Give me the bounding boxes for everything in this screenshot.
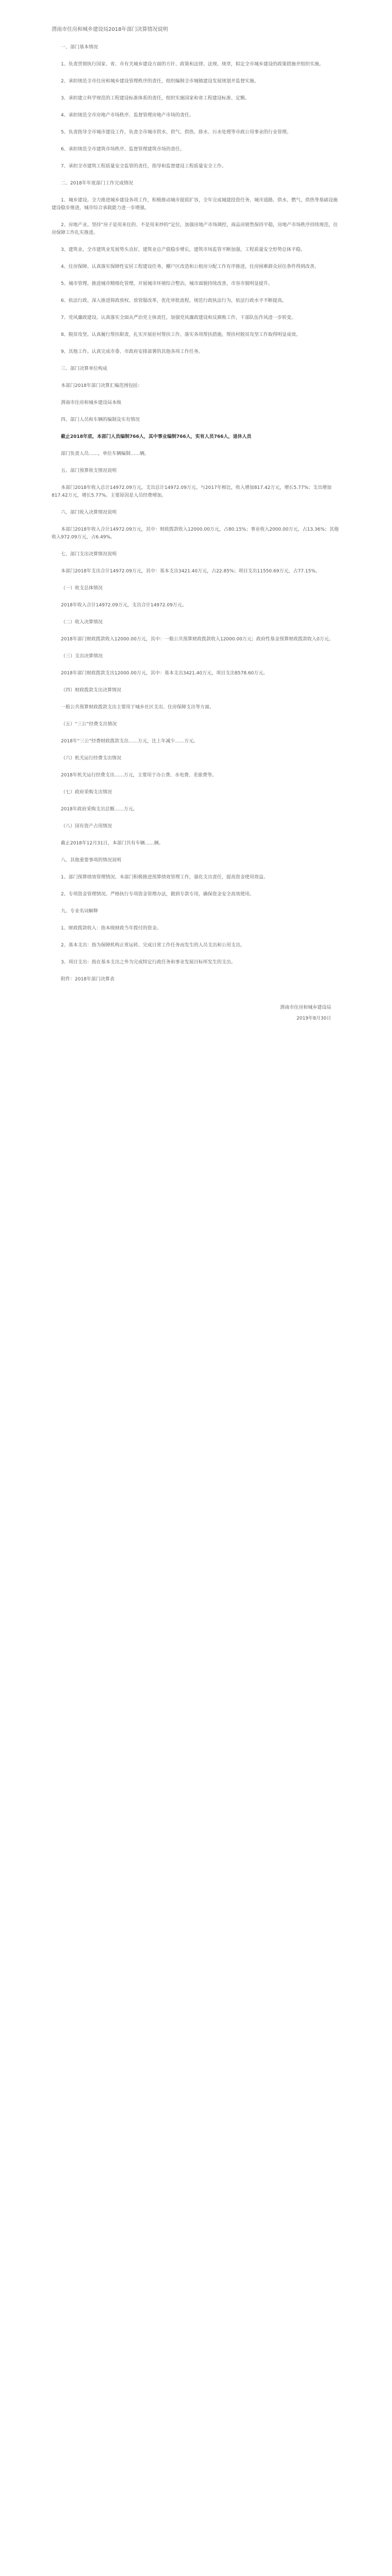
document-title: 渭南市住房和城乡建设局2018年部门决算情况说明 xyxy=(52,27,168,32)
paragraph: 本部门2018年收入合计14972.09万元，其中：财政拨款收入12000.00万元，占80.15%；事业收入2000.00万元，占13.36%；其他收入972.09万元，占6.49%。 xyxy=(52,527,339,540)
paragraph: 六、部门收入决算情况说明 xyxy=(61,510,117,515)
paragraph: 2018年机关运行经费支出……万元，主要用于办公费、水电费、差旅费等。 xyxy=(61,773,217,778)
paragraph: 2018年部门财政拨款支出12000.00万元，其中：基本支出3421.40万元，项目支出8578.60万元。 xyxy=(61,671,268,676)
signature-block xyxy=(52,1004,340,1023)
paragraph: （二）收入决算情况 xyxy=(61,620,103,625)
signature-org: 渭南市住房和城乡建设局 xyxy=(280,1005,331,1010)
paragraph: 3、承担建立科学规范的工程建设标准体系的责任，组织实施国家和省工程建设标准、定额。 xyxy=(61,96,250,101)
paragraph: 本部门2018年收入总计14972.09万元，支出总计14972.09万元。与2017年相比，收入增加817.42万元，增长5.77%；支出增加817.42万元，增长5.77%。主要原因是人员经费增加。 xyxy=(52,485,332,498)
paragraph: 8、脱贫攻坚。认真履行帮扶职责，扎实开展驻村帮扶工作，落实各项帮扶措施，帮扶村脱贫攻坚工作取得明显成效。 xyxy=(61,332,301,337)
paragraph: 1、城乡建设。全力推进城乡建设各项工作，积极推动城市提质扩容，全年完成城建投资任务，城市道路、供水、燃气、供热等基础设施建设稳步推进，城市综合承载能力进一步增强。 xyxy=(52,198,338,211)
paragraph: 截止2018年底，本部门人员编制766人，其中事业编制766人，实有人员766人，退休人员 xyxy=(61,434,252,439)
paragraph: 2、房地产业。坚持“房子是用来住的、不是用来炒的”定位，加强房地产市场调控，商品房销售保持平稳，房地产市场秩序持续规范，住房保障工作扎实推进。 xyxy=(52,223,338,235)
paragraph: 4、住房保障。认真落实保障性安居工程建设任务，棚户区改造和公租房分配工作有序推进，住房困难群众居住条件得到改善。 xyxy=(61,264,319,269)
paragraph: 三、部门决算单位构成 xyxy=(61,366,108,371)
paragraph: 七、部门支出决算情况说明 xyxy=(61,552,117,557)
paragraph: 2018年收入合计14972.09万元，支出合计14972.09万元。 xyxy=(61,603,187,608)
paragraph: （一）收支总体情况 xyxy=(61,586,103,591)
paragraph: 八、其他重要事项的情况说明 xyxy=(61,858,122,863)
paragraph: （七）政府采购支出情况 xyxy=(61,790,112,795)
paragraph: 一、部门基本情况 xyxy=(61,45,99,50)
signature-date: 2019年8月30日 xyxy=(296,1016,331,1021)
document-body xyxy=(52,26,340,1026)
paragraph: 部门负责人员……，单位车辆编制……辆。 xyxy=(61,451,150,456)
paragraph: 2018年“三公”经费财政拨款支出……万元，比上年减少……万元。 xyxy=(61,739,199,744)
paragraph: 2018年政府采购支出总额……万元。 xyxy=(61,807,138,812)
paragraph: 二、2018年年度部门工作完成情况 xyxy=(61,181,133,186)
paragraph: （六）机关运行经费支出情况 xyxy=(61,756,122,761)
paragraph: 四、部门人员和车辆的编制及实有情况 xyxy=(61,417,140,422)
paragraph: 附件：2018年部门决算表 xyxy=(61,977,115,982)
paragraph: 本部门2018年支出合计14972.09万元，其中：基本支出3421.40万元，占22.85%；项目支出11550.69万元，占77.15%。 xyxy=(61,569,320,574)
paragraph: 7、承担全市建筑工程质量安全监管的责任，指导和监督建设工程质量安全工作。 xyxy=(61,164,226,169)
paragraph: 6、承担规范全市建筑市场秩序、监督管理建筑市场的责任。 xyxy=(61,147,185,152)
paragraph: 2018年部门财政拨款收入12000.00万元，其中：一般公共预算财政拨款收入12000.00万元；政府性基金预算财政拨款收入0万元。 xyxy=(61,637,334,642)
paragraph: 1、部门预算绩效管理情况。本部门积极推进预算绩效管理工作，强化支出责任，提高资金使用效益。 xyxy=(61,875,268,880)
paragraph: 渭南市住房和城乡建设局本级 xyxy=(61,400,122,405)
paragraph: 2、专项资金管理情况。严格执行专项资金管理办法，做到专款专用，确保资金安全高效使用。 xyxy=(61,892,254,897)
paragraph: 5、负责指导全市城市建设工作，负责全市城市供水、供气、供热、排水、污水处理等市政公用事业的行业管理。 xyxy=(61,130,291,135)
paragraph: 5、城市管理。推进城市精细化管理，开展城市环境综合整治，城市面貌持续改善，市容市貌明显提升。 xyxy=(61,281,273,286)
paragraph: 3、建筑业。全市建筑业发展势头良好，建筑业总产值稳步增长，建筑市场监管不断加强，工程质量安全形势总体平稳。 xyxy=(61,247,305,252)
paragraph: （八）国有资产占用情况 xyxy=(61,824,112,829)
paragraph: 一般公共预算财政拨款支出主要用于城乡社区支出、住房保障支出等方面。 xyxy=(61,705,215,710)
paragraph: 2、承担规范全市住房和城乡建设管理秩序的责任，组织编制全市城镇建设发展规划并监督实施。 xyxy=(61,79,259,84)
paragraph: （四）财政拨款支出决算情况 xyxy=(61,688,122,693)
paragraph-list xyxy=(52,44,340,984)
paragraph: 6、依法行政。深入推进简政放权、放管服改革，优化审批流程，规范行政执法行为，依法行政水平不断提高。 xyxy=(61,298,287,303)
paragraph: 4、承担规范全市房地产市场秩序、监督管理房地产市场的责任。 xyxy=(61,113,194,118)
paragraph: 1、财政拨款收入：指本级财政当年拨付的资金。 xyxy=(61,926,161,931)
paragraph: 3、项目支出：指在基本支出之外为完成特定行政任务和事业发展目标所发生的支出。 xyxy=(61,960,236,965)
paragraph: （三）支出决算情况 xyxy=(61,654,103,659)
paragraph: （五）“三公”经费支出情况 xyxy=(61,722,117,727)
paragraph: 1、负责贯彻执行国家、省、市有关城乡建设方面的方针、政策和法律、法规、规章，拟定全市城乡建设的政策措施并组织实施。 xyxy=(61,62,324,67)
paragraph: 截止2018年12月31日，本部门共有车辆……辆。 xyxy=(61,841,164,846)
paragraph: 本部门2018年部门决算汇编范围包括： xyxy=(61,383,142,388)
paragraph: 九、专业名词解释 xyxy=(61,909,99,914)
paragraph: 7、党风廉政建设。认真落实全面从严治党主体责任，加强党风廉政建设和反腐败工作，干部队伍作风进一步转变。 xyxy=(61,315,296,320)
paragraph: 2、基本支出：指为保障机构正常运转、完成日常工作任务而发生的人员支出和公用支出。 xyxy=(61,943,245,948)
paragraph: 五、部门预算收支情况说明 xyxy=(61,468,117,473)
paragraph: 9、其他工作。认真完成市委、市政府安排部署的其他各项工作任务。 xyxy=(61,349,203,354)
